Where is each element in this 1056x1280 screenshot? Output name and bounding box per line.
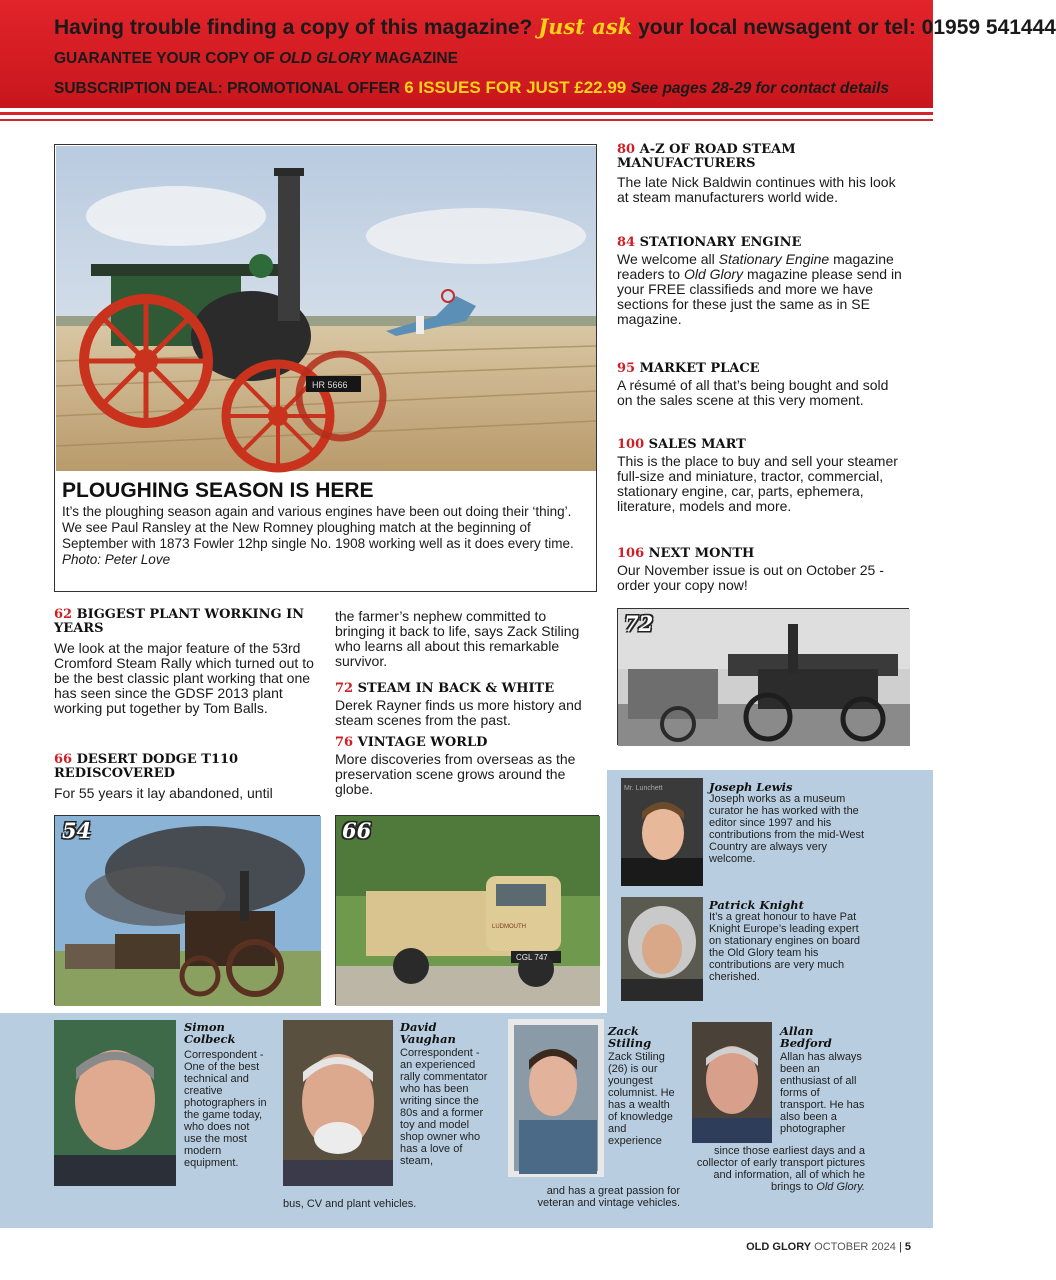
- avatar-allan-bedford: [692, 1022, 772, 1143]
- text-italic: Stationary Engine: [718, 251, 830, 267]
- divider-rule: [0, 119, 933, 121]
- article-number: 72: [335, 681, 354, 696]
- contributor-bio: Joseph works as a museum curator he has worked with the editor since 1997 and his contributions from the mid-West Country are always very welcome.: [709, 793, 865, 865]
- article-84-text: [617, 252, 902, 327]
- page-number-72: 72: [624, 611, 654, 636]
- article-66-text-continued: the farmer’s nephew committed to bringing it back to life, says Zack Stiling who learns all about this remarkable survivor.: [335, 608, 580, 669]
- article-title: NEXT MONTH: [648, 546, 755, 561]
- article-number: 66: [54, 752, 73, 767]
- feature-photo: [56, 146, 596, 471]
- article-72-heading: [335, 682, 597, 696]
- banner-line-1: [54, 14, 1056, 40]
- article-100-heading: [617, 438, 917, 452]
- banner-line-3: [54, 78, 889, 98]
- contributor-bio: It’s a great honour to have Pat Knight Europe’s leading expert on stationary engines on board the Old Glory team his contributions are very much cherished.: [709, 911, 861, 983]
- avatar-zack-stiling: [511, 1022, 601, 1174]
- steam-plant-photo: [55, 816, 321, 1006]
- banner-line2-italic: OLD GLORY: [279, 50, 371, 67]
- bio-italic: Old Glory.: [816, 1181, 865, 1193]
- avatar-patrick-knight: [621, 897, 703, 1001]
- article-number: 100: [617, 437, 645, 452]
- article-title: STEAM IN BACK & WHITE: [357, 681, 555, 696]
- article-106-text: Our November issue is out on October 25 - order your copy now!: [617, 562, 884, 593]
- article-95-text: A résumé of all that’s being bought and sold on the sales scene at this very moment.: [617, 377, 889, 408]
- traction-engine-photo: [56, 146, 596, 471]
- footer-separator: |: [898, 1241, 902, 1253]
- feature-photo-credit: Photo: Peter Love: [62, 552, 171, 567]
- banner-line2-post: MAGAZINE: [375, 50, 458, 67]
- banner-line3-pre: SUBSCRIPTION DEAL: PROMOTIONAL OFFER: [54, 80, 400, 97]
- article-76-heading: [335, 736, 597, 750]
- article-62-heading: [54, 608, 314, 636]
- banner-just-ask: Just ask: [538, 14, 633, 39]
- text-italic: Old Glory: [683, 266, 744, 282]
- article-title: VINTAGE WORLD: [357, 735, 488, 750]
- bw-steam-photo: [618, 609, 910, 746]
- article-title: MARKET PLACE: [639, 361, 760, 376]
- text-part: magazine please send in your FREE classifieds and more we have sections for these just the same as in SE magazine.: [617, 266, 902, 327]
- contributor-bio: Zack Stiling (26) is our youngest columnist. He has a wealth of knowledge and experience: [608, 1051, 675, 1147]
- portrait-icon: [283, 1020, 393, 1186]
- article-80-heading: [617, 143, 917, 171]
- banner-line2-pre: GUARANTEE YOUR COPY OF: [54, 50, 275, 67]
- contributor-name: Simon Colbeck: [184, 1020, 236, 1046]
- article-number: 62: [54, 607, 73, 622]
- contributor-bio: Correspondent - One of the best technical and creative photographers in the game today, who does not use the most modern equipment.: [184, 1049, 267, 1169]
- page-number-54: 54: [62, 818, 92, 843]
- article-95-heading: [617, 362, 917, 376]
- contributor-bio-continued: and has a great passion for veteran and vintage vehicles.: [537, 1185, 680, 1209]
- article-84-heading: [617, 236, 917, 250]
- article-66-heading: [54, 753, 314, 781]
- portrait-icon: [621, 897, 703, 1001]
- text-part: magazine readers to: [617, 251, 894, 282]
- article-100-text: This is the place to buy and sell your steamer full-size and miniature, tractor, commercial, stationary engine, car, parts, ephemera, literature, models and more.: [617, 453, 898, 514]
- article-number: 84: [617, 235, 636, 250]
- article-title: SALES MART: [648, 437, 746, 452]
- contributor-bio-continued: [693, 1145, 865, 1193]
- portrait-icon: [54, 1020, 176, 1186]
- contributor-name: David Vaughan: [400, 1020, 456, 1046]
- article-72-text: Derek Rayner finds us more history and steam scenes from the past.: [335, 697, 582, 728]
- feature-title: PLOUGHING SEASON IS HERE: [62, 479, 374, 502]
- article-66-text: For 55 years it lay abandoned, until: [54, 785, 273, 801]
- contributor-bio: Allan has always been an enthusiast of all forms of transport. He has also been a photographer: [780, 1051, 865, 1135]
- thumb-72: [617, 608, 909, 745]
- thumb-54: [54, 815, 320, 1005]
- banner-line1-pre: Having trouble finding a copy of this magazine?: [54, 16, 533, 39]
- contributor-name: Joseph Lewis: [709, 780, 793, 794]
- portrait-icon: [621, 778, 703, 886]
- page-number-66: 66: [342, 818, 372, 843]
- contributor-bio: Correspondent - an experienced rally commentator who has been writing since the 80s and a former toy and model shop owner who has a love of steam,: [400, 1047, 488, 1167]
- article-title: A-Z OF ROAD STEAM MANUFACTURERS: [617, 142, 796, 171]
- banner-line1-post: your local newsagent or tel: 01959 541444: [638, 16, 1056, 39]
- contributor-name: Zack Stiling: [608, 1024, 652, 1050]
- article-number: 95: [617, 361, 636, 376]
- feature-caption: [62, 504, 592, 568]
- contributor-name: Patrick Knight: [709, 898, 804, 912]
- banner-line-2: [54, 50, 458, 68]
- feature-caption-text: It’s the ploughing season again and various engines have been out doing their ‘thing’. We see Paul Ransley at the New Romney ploughing match at the beginning of September with 1873 Fowler 12hp single No. 1908 working well as it does every time.: [62, 504, 574, 551]
- article-76-text: More discoveries from overseas as the preservation scene grows around the globe.: [335, 751, 576, 797]
- divider-rule: [0, 112, 933, 115]
- article-number: 76: [335, 735, 354, 750]
- footer-magazine: OLD GLORY: [746, 1241, 812, 1253]
- background-sign: Mr. Lunchett: [624, 785, 663, 792]
- article-title: BIGGEST PLANT WORKING IN YEARS: [54, 607, 305, 636]
- avatar-simon-colbeck: [54, 1020, 176, 1186]
- dodge-truck-photo: [336, 816, 600, 1006]
- article-number: 80: [617, 142, 636, 157]
- article-62-text: We look at the major feature of the 53rd Cromford Steam Rally which turned out to be the best classic plant working that one has seen since the GDSF 2013 plant working put together by Tom Balls.: [54, 640, 314, 716]
- avatar-joseph-lewis: [621, 778, 703, 886]
- page-footer: [746, 1241, 911, 1253]
- truck-plate: CGL 747: [516, 953, 548, 962]
- article-number: 106: [617, 546, 645, 561]
- bio-text: since those earliest days and a collector of early transport pictures and information, all of which he brings to: [696, 1145, 865, 1193]
- truck-door-lettering: LUDMOUTH: [492, 924, 526, 930]
- contributor-name: Allan Bedford: [780, 1024, 832, 1050]
- footer-page-number: 5: [904, 1241, 911, 1253]
- portrait-icon: [692, 1022, 772, 1143]
- portrait-icon: [511, 1022, 601, 1174]
- article-106-heading: [617, 547, 917, 561]
- banner-offer: 6 ISSUES FOR JUST £22.99: [404, 78, 627, 97]
- article-title: DESERT DODGE T110 REDISCOVERED: [54, 752, 239, 781]
- banner-line3-post: See pages 28-29 for contact details: [630, 80, 889, 97]
- thumb-66: [335, 815, 599, 1005]
- avatar-david-vaughan: [283, 1020, 393, 1186]
- article-title: STATIONARY ENGINE: [639, 235, 802, 250]
- article-80-text: The late Nick Baldwin continues with his look at steam manufacturers world wide.: [617, 174, 896, 205]
- text-part: We welcome all: [617, 251, 715, 267]
- contributor-bio-continued: bus, CV and plant vehicles.: [283, 1198, 417, 1210]
- engine-plate: HR 5666: [312, 380, 348, 390]
- footer-issue: OCTOBER 2024: [814, 1241, 896, 1253]
